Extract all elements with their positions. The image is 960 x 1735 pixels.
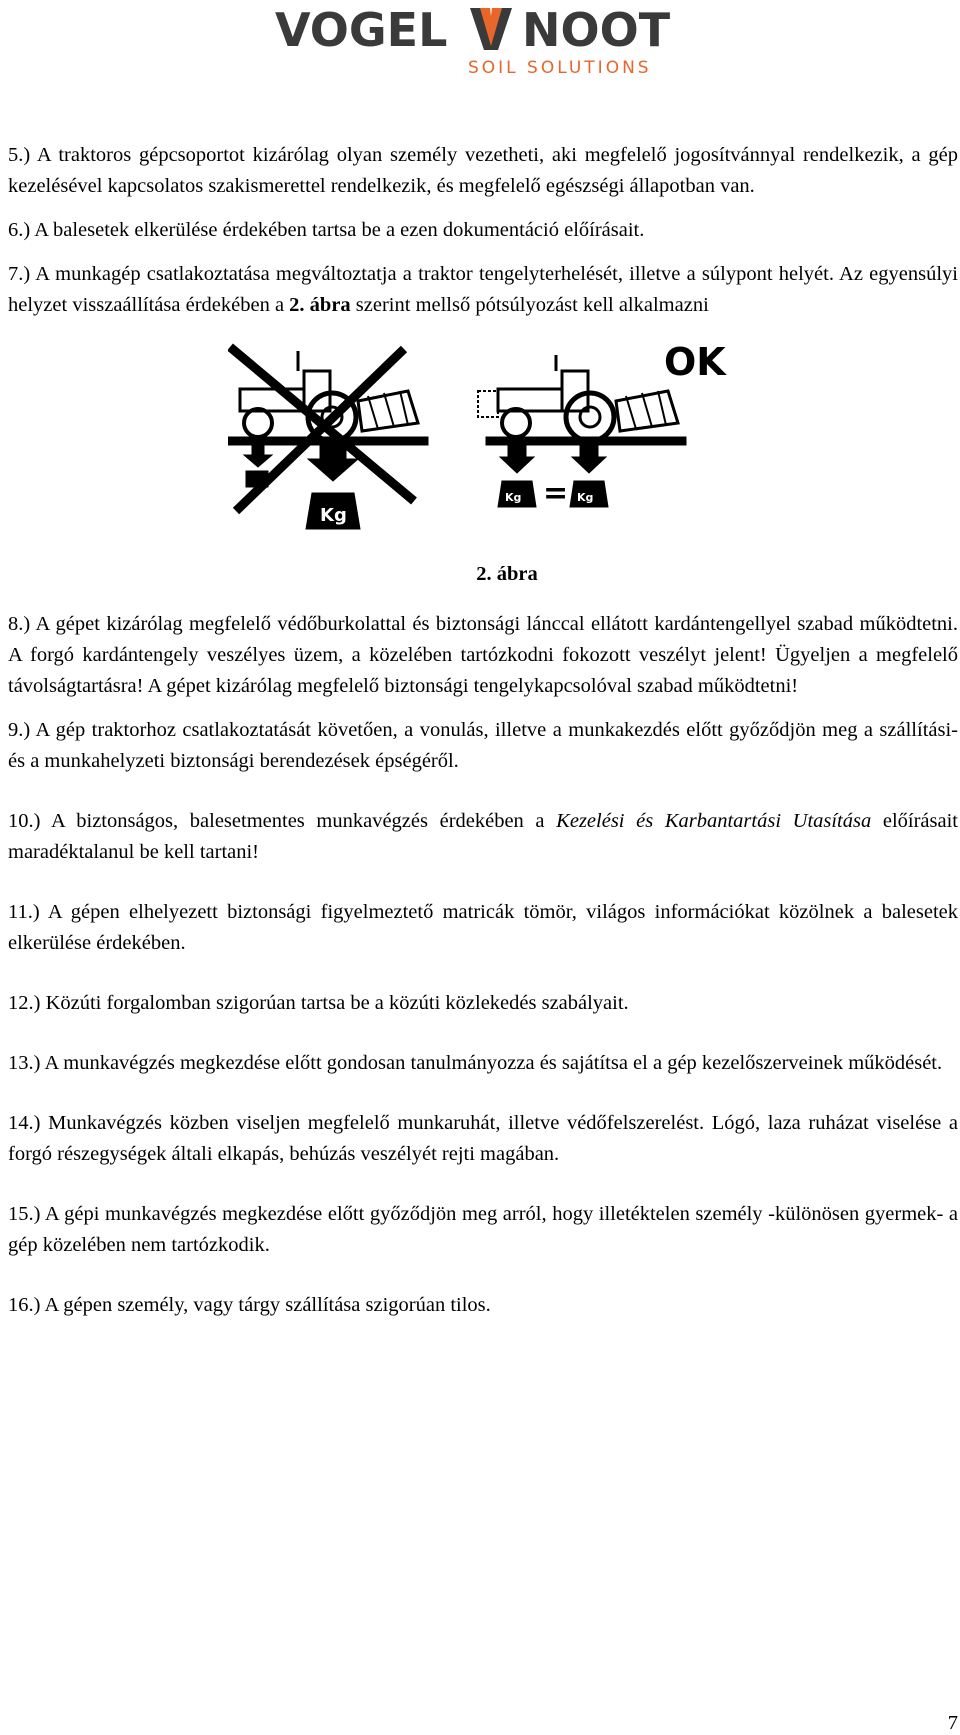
logo-word-right: NOOT <box>522 3 671 57</box>
paragraph-9: 9.) A gép traktorhoz csatlakoztatását követően, a vonulás, illetve a munkakezdés előtt győződjön meg a szállítási- és a munkahelyzeti biztonsági berendezések épségéről. <box>8 719 958 772</box>
wrong-configuration <box>228 347 428 529</box>
company-logo <box>270 4 690 76</box>
paragraph-12: 12.) Közúti forgalomban szigorúan tartsa be a közúti közlekedés szabályait. <box>8 992 629 1014</box>
weight-label-small-right: Kg <box>577 491 594 504</box>
paragraph-7 <box>8 259 958 321</box>
paragraph-7-text-a: 7.) A munkagép csatlakoztatása megváltoztatja a traktor tengelyterhelését, illetve a súlypont helyét. Az egyensúlyi helyzet visszaállítása érdekében a <box>8 263 958 316</box>
tractor-ballast-illustration <box>228 341 758 541</box>
logo-mark-icon <box>466 6 516 56</box>
weight-label-small-left: Kg <box>505 491 522 504</box>
logo-subtitle: SOIL SOLUTIONS <box>468 58 652 78</box>
ok-label: OK <box>664 341 726 384</box>
paragraph-10-text-b: előírásait maradéktalanul be kell tartani! <box>8 810 958 863</box>
paragraph-8: 8.) A gépet kizárólag megfelelő védőburkolattal és biztonsági lánccal ellátott kardántengellyel szabad működtetni. A forgó kardántengely veszélyes üzem, a közelében tartózkodni fokozott veszélyt jelent! Ügyeljen a megfelelő távolságtartásra! A gépet kizárólag megfelelő biztonsági tengelykapcsolóval szabad működtetni! <box>8 613 958 697</box>
paragraph-6: 6.) A balesetek elkerülése érdekében tartsa be a ezen dokumentáció előírásait. <box>8 219 645 241</box>
logo-word-left: VOGEL <box>275 3 448 57</box>
paragraph-16: 16.) A gépen személy, vagy tárgy szállítása szigorúan tilos. <box>8 1294 491 1316</box>
paragraph-11: 11.) A gépen elhelyezett biztonsági figyelmeztető matricák tömör, világos információkat közölnek a balesetek elkerülése érdekében. <box>8 901 958 954</box>
page-number: 7 <box>947 1712 958 1734</box>
figure-2 <box>8 341 958 609</box>
figure-reference: 2. ábra <box>289 294 351 316</box>
paragraph-14: 14.) Munkavégzés közben viseljen megfelelő munkaruhát, illetve védőfelszerelést. Lógó, laza ruházat viselése a forgó részegységek általi elkapás, behúzás veszélyét rejti magában. <box>8 1112 958 1165</box>
correct-configuration <box>478 341 727 511</box>
paragraph-7-text-b: szerint mellső pótsúlyozást kell alkalmazni <box>350 294 709 316</box>
document-body <box>8 140 958 1321</box>
paragraph-5: 5.) A traktoros gépcsoportot kizárólag olyan személy vezetheti, aki megfelelő jogosítvánnyal rendelkezik, a gép kezelésével kapcsolatos szakismerettel rendelkezik, és megfelelő egészségi állapotban van. <box>8 144 958 197</box>
equals-sign: = <box>543 476 569 511</box>
weight-label-large: Kg <box>320 505 347 526</box>
paragraph-10-text-a: 10.) A biztonságos, balesetmentes munkavégzés érdekében a <box>8 810 557 832</box>
paragraph-13: 13.) A munkavégzés megkezdése előtt gondosan tanulmányozza és sajátítsa el a gép kezelőszerveinek működését. <box>8 1052 943 1074</box>
manual-title: Kezelési és Karbantartási Utasítása <box>556 810 872 832</box>
paragraph-10 <box>8 806 958 868</box>
figure-caption: 2. ábra <box>476 563 538 585</box>
paragraph-15: 15.) A gépi munkavégzés megkezdése előtt győződjön meg arról, hogy illetéktelen személy -különösen gyermek- a gép közelében nem tartózkodik. <box>8 1203 958 1256</box>
